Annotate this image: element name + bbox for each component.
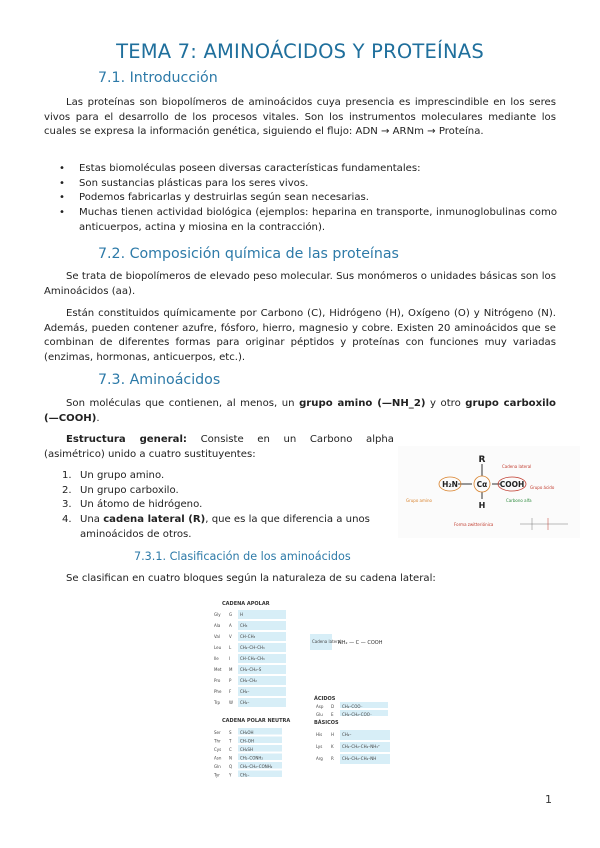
- code-cell: L: [229, 645, 232, 650]
- label-carbono-alfa: Carbono alfa: [506, 498, 532, 503]
- code-cell: P: [229, 678, 232, 683]
- basic-title: BÁSICOS: [314, 720, 339, 726]
- code-cell: I: [229, 656, 231, 661]
- label-cadena-lateral: Cadena lateral: [502, 464, 532, 469]
- abbreviation-cell: Gln: [214, 764, 221, 769]
- formula-text: CH₂–: [240, 700, 250, 705]
- list-item: 3. Un átomo de hidrógeno.: [62, 499, 203, 511]
- formula-text: CH₂–CH₂–CH₂–NH₃⁺: [342, 744, 380, 749]
- list-item: 4. Una cadena lateral (R), que es la que diferencia a unos aminoácidos de otros.: [62, 514, 370, 540]
- aminoacidos-paragraph: Son moléculas que contienen, al menos, un grupo amino (—NH_2) y otro grupo carboxilo (—COOH).: [44, 398, 556, 424]
- amino-acid-classification-figure: [204, 596, 396, 782]
- label-grupo-amino: Grupo amino: [406, 498, 432, 503]
- polar-title: CADENA POLAR NEUTRA: [222, 718, 291, 724]
- code-cell: G: [229, 612, 233, 617]
- formula-text: H: [240, 612, 244, 617]
- code-cell: T: [229, 738, 232, 744]
- section-heading-aminoacidos: 7.3. Aminoácidos: [98, 372, 221, 388]
- formula-text: CH₂–CH₂–S: [240, 667, 262, 672]
- abbreviation-cell: Met: [214, 667, 222, 672]
- formula-text: CH₂–CH₂–CONH₂: [240, 764, 273, 769]
- formula-text: CH₂–CH₂: [240, 678, 257, 683]
- formula-text: CH–OH: [240, 738, 254, 744]
- code-cell: E: [331, 712, 334, 717]
- code-cell: V: [229, 634, 232, 639]
- formula-text: CH–CH₂–CH₃: [240, 656, 265, 661]
- formula-cell: [238, 610, 286, 619]
- formula-text: CH₂–CH–CH₃: [240, 645, 265, 650]
- abbreviation-cell: Thr: [214, 738, 221, 744]
- code-cell: Q: [229, 764, 233, 769]
- list-item: • Estas biomoléculas poseen diversas características fundamentales:: [59, 163, 421, 174]
- formula-text: CH₃: [240, 623, 248, 628]
- carboxyl-group: COOH: [499, 480, 525, 489]
- abbreviation-cell: Arg: [316, 756, 323, 761]
- abbreviation-cell: Pro: [214, 678, 221, 683]
- abbreviation-cell: Trp: [214, 700, 221, 705]
- composicion-paragraph-2: Están constituidos químicamente por Carbono (C), Hidrógeno (H), Oxígeno (O) y Nitrógeno (N). Además, pueden contener azufre, fósforo, hierro, magnesio y cobre. Existen 20 aminoácidos que se combinan de diferentes formas para originar péptidos y proteínas con funciones muy variadas (enzimas, hormonas, anticuerpos, etc.).: [44, 308, 556, 364]
- abbreviation-cell: Asp: [316, 704, 324, 709]
- page-number: 1: [545, 793, 552, 806]
- formula-text: CH₂–CH₂–COO⁻: [342, 712, 373, 717]
- alpha-carbon: Cα: [476, 480, 488, 489]
- intro-paragraph: [44, 96, 556, 140]
- formula-text: CH₂–CH₂–CH₂–NH: [342, 756, 377, 761]
- sustituyentes-list: [62, 469, 396, 543]
- code-cell: F: [229, 689, 232, 694]
- estructura-general-label: Estructura general:: [66, 434, 187, 445]
- abbreviation-cell: Leu: [214, 645, 222, 650]
- code-cell: K: [331, 744, 334, 749]
- label-forma-zwitterionica: Forma zwitteriónica: [454, 522, 494, 527]
- list-item: • Muchas tienen actividad biológica (ejemplos: heparina en transporte, inmunoglobulinas como anticuerpos, actina y miosina en la contracción).: [59, 207, 557, 233]
- abbreviation-cell: Tyr: [214, 772, 220, 778]
- generic-formula: NH₂ — C — COOH: [338, 640, 383, 646]
- abbreviation-cell: Phe: [214, 689, 222, 694]
- estructura-general-paragraph: Estructura general: Consiste en un Carbono alpha (asimétrico) unido a cuatro sustituyentes:: [44, 434, 394, 460]
- abbreviation-cell: Gly: [214, 612, 221, 617]
- formula-text: CH₂–: [240, 772, 250, 778]
- code-cell: H: [331, 732, 335, 737]
- clasificacion-paragraph: Se clasifican en cuatro bloques según la naturaleza de su cadena lateral:: [66, 573, 436, 584]
- code-cell: R: [331, 756, 334, 761]
- code-cell: Y: [229, 772, 232, 778]
- section-heading-introduccion: 7.1. Introducción: [98, 70, 218, 86]
- formula-text: CH₂–: [342, 732, 352, 737]
- abbreviation-cell: Cys: [214, 747, 222, 752]
- r-group: R: [478, 455, 486, 465]
- document-title: TEMA 7: AMINOÁCIDOS Y PROTEÍNAS: [116, 40, 484, 63]
- code-cell: C: [229, 747, 232, 752]
- side-chain-label: Cadena lateral: [312, 639, 342, 644]
- section-heading-composicion: 7.2. Composición química de las proteínas: [98, 246, 399, 262]
- list-item: 1. Un grupo amino.: [62, 470, 165, 481]
- abbreviation-cell: Glu: [316, 712, 323, 717]
- code-cell: D: [331, 704, 335, 709]
- formula-text: CH₂–CONH₂: [240, 755, 263, 761]
- list-item: • Son sustancias plásticas para los seres vivos.: [59, 177, 309, 189]
- amino-group: H₂N: [442, 480, 458, 489]
- composicion-paragraph-1: Se trata de biopolímeros de elevado peso molecular. Sus monómeros o unidades básicas son los Aminoácidos (aa).: [44, 271, 556, 297]
- abbreviation-cell: Ile: [214, 656, 219, 661]
- intro-bullet-list: [57, 162, 557, 236]
- grupo-amino-term: grupo amino (—NH_2): [299, 398, 426, 409]
- formula-text: CH₂–: [240, 689, 250, 694]
- amino-acid-structure-diagram: [398, 446, 580, 538]
- formula-text: CH₂SH: [240, 747, 253, 752]
- abbreviation-cell: Ala: [214, 623, 221, 628]
- abbreviation-cell: Ser: [214, 730, 221, 735]
- list-item: • Podemos fabricarlas y destruirlas según sean necesarias.: [59, 192, 369, 204]
- code-cell: M: [229, 667, 233, 672]
- hydrogen: H: [478, 501, 486, 510]
- grupo-carboxilo-term: grupo carboxilo (—COOH): [44, 398, 556, 424]
- abbreviation-cell: Lys: [316, 744, 323, 749]
- code-cell: S: [229, 730, 232, 735]
- intro-flow: ADN → ARNm → Proteína.: [355, 126, 484, 138]
- abbreviation-cell: Asn: [214, 755, 222, 761]
- formula-text: CH–CH₃: [240, 634, 256, 639]
- formula-text: CH₂–COO⁻: [342, 704, 363, 709]
- apolar-title: CADENA APOLAR: [222, 601, 270, 607]
- formula-text: CH₂OH: [240, 730, 254, 735]
- acid-title: ÁCIDOS: [314, 696, 336, 702]
- code-cell: N: [229, 755, 232, 761]
- abbreviation-cell: Val: [214, 634, 220, 639]
- code-cell: W: [229, 700, 233, 705]
- intro-text: Las proteínas son biopolímeros de aminoácidos cuya presencia es imprescindible en los seres vivos para el desarrollo de los procesos vitales. Son los instrumentos moleculares mediante los cuales se expresa la información genética, siguiendo el flujo:: [44, 97, 556, 138]
- abbreviation-cell: His: [316, 732, 323, 737]
- code-cell: A: [229, 623, 232, 628]
- label-grupo-acido: Grupo ácido: [530, 485, 555, 490]
- list-item: 2. Un grupo carboxilo.: [62, 484, 179, 496]
- section-heading-clasificacion: 7.3.1. Clasificación de los aminoácidos: [134, 550, 351, 563]
